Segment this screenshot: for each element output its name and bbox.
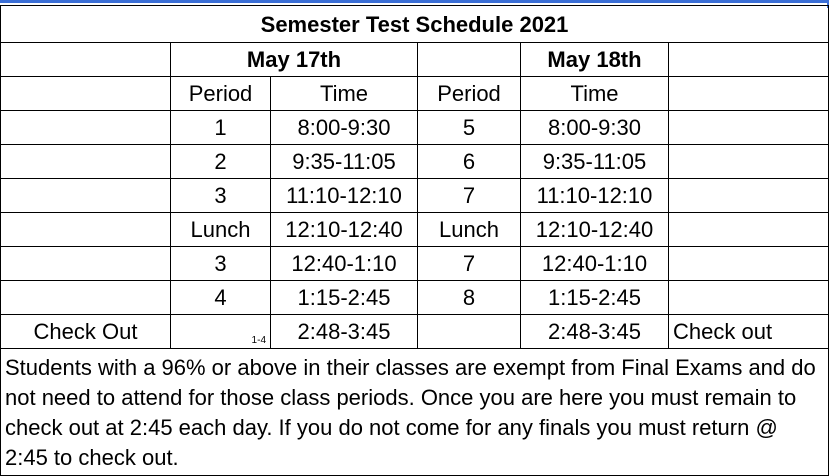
checkout-label-left: Check Out <box>1 315 171 349</box>
table-row <box>1 179 829 213</box>
period-cell-day2: Lunch <box>418 213 521 247</box>
column-header-time-2: Time <box>521 77 669 111</box>
schedule-title: Semester Test Schedule 2021 <box>1 6 829 43</box>
period-cell-day1: 3 <box>171 179 271 213</box>
title-row <box>1 6 829 43</box>
empty-cell <box>1 281 171 315</box>
selection-accent-bar <box>0 0 829 3</box>
empty-cell <box>669 43 829 77</box>
time-cell-day1: 12:40-1:10 <box>271 247 418 281</box>
empty-cell <box>418 43 521 77</box>
empty-cell <box>669 179 829 213</box>
column-header-period-1: Period <box>171 77 271 111</box>
checkout-period-note: 1-4 <box>251 335 266 346</box>
time-cell-day2: 1:15-2:45 <box>521 281 669 315</box>
schedule-table <box>0 5 829 476</box>
period-cell-day2: 7 <box>418 247 521 281</box>
day-header-2: May 18th <box>521 43 669 77</box>
period-cell-day2: 8 <box>418 281 521 315</box>
table-row <box>1 111 829 145</box>
empty-cell <box>669 247 829 281</box>
period-cell-day1: 4 <box>171 281 271 315</box>
column-header-time-1: Time <box>271 77 418 111</box>
time-cell-day2: 9:35-11:05 <box>521 145 669 179</box>
day-header-1: May 17th <box>171 43 418 77</box>
empty-cell <box>669 145 829 179</box>
time-cell-day1: 12:10-12:40 <box>271 213 418 247</box>
table-row <box>1 281 829 315</box>
time-cell-day2: 8:00-9:30 <box>521 111 669 145</box>
table-row <box>1 213 829 247</box>
empty-cell <box>1 213 171 247</box>
table-row <box>1 145 829 179</box>
column-header-row <box>1 77 829 111</box>
time-cell-day1: 1:15-2:45 <box>271 281 418 315</box>
period-cell-day1: 2 <box>171 145 271 179</box>
checkout-period-cell <box>171 315 271 349</box>
empty-cell <box>1 77 171 111</box>
period-cell-day2: 5 <box>418 111 521 145</box>
empty-cell <box>669 111 829 145</box>
time-cell-day2: 11:10-12:10 <box>521 179 669 213</box>
period-cell-day1: 1 <box>171 111 271 145</box>
empty-cell <box>1 145 171 179</box>
time-cell-day1: 9:35-11:05 <box>271 145 418 179</box>
column-header-period-2: Period <box>418 77 521 111</box>
time-cell-day1: 8:00-9:30 <box>271 111 418 145</box>
empty-cell <box>1 247 171 281</box>
empty-cell <box>1 43 171 77</box>
exemption-note: Students with a 96% or above in their classes are exempt from Final Exams and do not need to attend for those class periods. Once you are here you must remain to check out at 2:45 each day. If you do not come for any finals you must return @ 2:45 to check out. <box>1 349 829 476</box>
day-header-row <box>1 43 829 77</box>
time-cell-day2: 12:10-12:40 <box>521 213 669 247</box>
table-row <box>1 247 829 281</box>
time-cell-day1: 11:10-12:10 <box>271 179 418 213</box>
empty-cell <box>1 111 171 145</box>
empty-cell <box>669 281 829 315</box>
note-row <box>1 349 829 476</box>
time-cell-day2: 12:40-1:10 <box>521 247 669 281</box>
empty-cell <box>1 179 171 213</box>
checkout-label-right: Check out <box>669 315 829 349</box>
period-cell-day1: Lunch <box>171 213 271 247</box>
period-cell-day2: 7 <box>418 179 521 213</box>
checkout-time-day1: 2:48-3:45 <box>271 315 418 349</box>
checkout-row <box>1 315 829 349</box>
checkout-time-day2: 2:48-3:45 <box>521 315 669 349</box>
period-cell-day1: 3 <box>171 247 271 281</box>
period-cell-day2: 6 <box>418 145 521 179</box>
empty-cell <box>418 315 521 349</box>
empty-cell <box>669 77 829 111</box>
empty-cell <box>669 213 829 247</box>
